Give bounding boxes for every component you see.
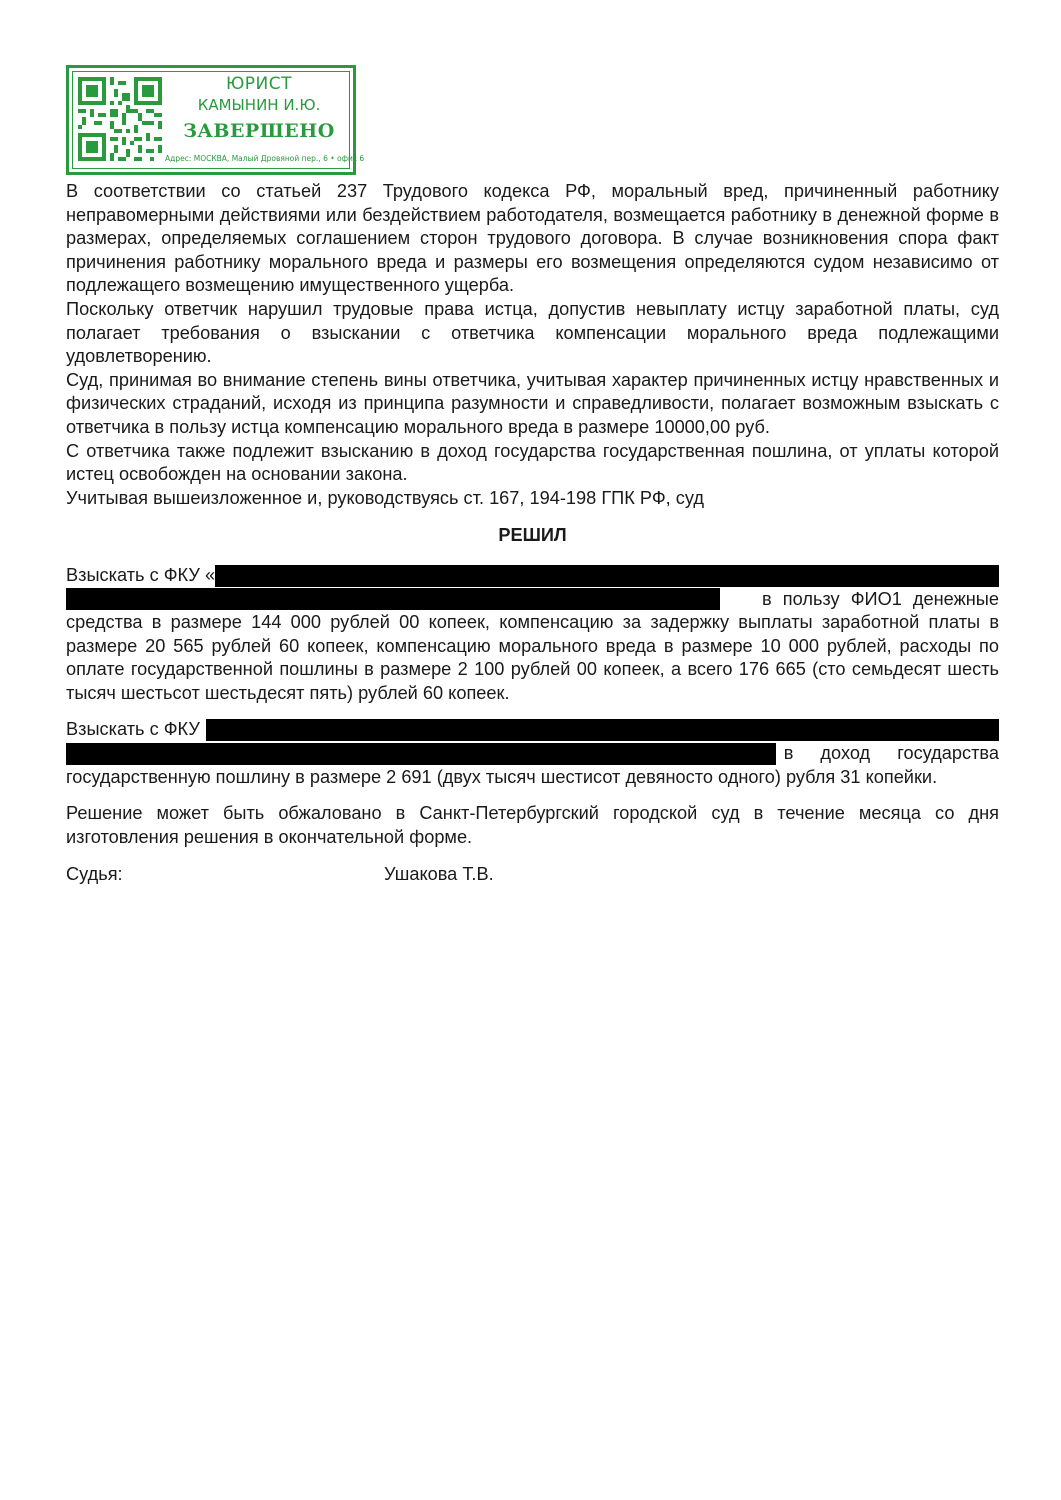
decision-2-start: Взыскать с ФКУ bbox=[66, 719, 200, 740]
decision-item-2 bbox=[66, 718, 999, 789]
stamp-title: ЮРИСТ bbox=[225, 74, 293, 94]
redaction-bar bbox=[215, 565, 999, 587]
signature-line bbox=[66, 863, 999, 887]
decision-1-beneficiary: в пользу ФИО1 денежные bbox=[762, 588, 999, 609]
paragraph-grounds: Учитывая вышеизложенное и, руководствуясь ст. 167, 194-198 ГПК РФ, суд bbox=[66, 487, 704, 508]
decision-2-line-2 bbox=[66, 742, 999, 766]
judge-label: Судья: bbox=[66, 864, 123, 885]
decision-item-1 bbox=[66, 564, 999, 706]
paragraph-violation: Поскольку ответчик нарушил трудовые права истца, допустив невыплату истцу заработной платы, суд полагает требования о взыскании с ответчика компенсации морального вреда подлежащими удовлетворению. bbox=[66, 298, 999, 367]
redaction-bar bbox=[66, 743, 776, 765]
lawyer-stamp bbox=[66, 65, 365, 175]
decision-2-recipient: в доход государства bbox=[783, 743, 999, 764]
decision-1-line-2 bbox=[66, 588, 999, 612]
paragraph-compensation: Суд, принимая во внимание степень вины ответчика, учитывая характер причиненных истцу нравственных и физических страданий, исходя из принципа разумности и справедливости, полагает возможным взыскать с ответчика в пользу истца компенсацию морального вреда в размере 10000,00 руб. bbox=[66, 369, 999, 437]
decision-heading: РЕШИЛ bbox=[498, 525, 567, 546]
judge-name: Ушакова Т.В. bbox=[384, 864, 494, 885]
qr-code-icon bbox=[78, 77, 162, 161]
stamp-address: Адрес: МОСКВА, Малый Дровяной пер., 6 • офис 6 bbox=[165, 154, 365, 163]
paragraph-article-237: В соответствии со статьей 237 Трудового кодекса РФ, моральный вред, причиненный работнику неправомерными действиями или бездействием работодателя, возмещается работнику в денежной форме в размерах, определяемых соглашением сторон трудового договора. В случае возникновения спора факт причинения работнику морального вреда и размеры его возмещения определяются судом независимо от подлежащего возмещению имущественного ущерба. bbox=[66, 181, 999, 296]
redaction-bar bbox=[206, 719, 999, 741]
appeal-notice: Решение может быть обжаловано в Санкт-Петербургский городской суд в течение месяца со дня изготовления решения в окончательной форме. bbox=[66, 803, 999, 847]
decision-1-amounts: средства в размере 144 000 рублей 00 копеек, компенсацию за задержку выплаты заработной платы в размере 20 565 рублей 60 копеек, компенсацию морального вреда в размере 10 000 рублей, расходы по оплате государственной пошлины в размере 2 100 рублей 00 копеек, а всего 176 665 (сто семьдесят шесть тысяч шестьсот шестьдесят пять) рублей 60 копеек. bbox=[66, 612, 999, 703]
decision-1-start: Взыскать с ФКУ « bbox=[66, 564, 216, 585]
document-body bbox=[66, 180, 999, 887]
decision-2-duty: государственную пошлину в размере 2 691 (двух тысяч шестисот девяносто одного) рубля 31 копейки. bbox=[66, 766, 938, 787]
stamp-status: ЗАВЕРШЕНО bbox=[183, 120, 335, 142]
paragraph-state-duty: С ответчика также подлежит взысканию в доход государства государственная пошлина, от уплаты которой истец освобожден на основании закона. bbox=[66, 440, 999, 485]
decision-2-line-1 bbox=[66, 718, 999, 742]
decision-1-line-1 bbox=[66, 564, 999, 588]
redaction-bar bbox=[66, 588, 720, 610]
stamp-name: КАМЫНИН И.Ю. bbox=[197, 96, 321, 114]
